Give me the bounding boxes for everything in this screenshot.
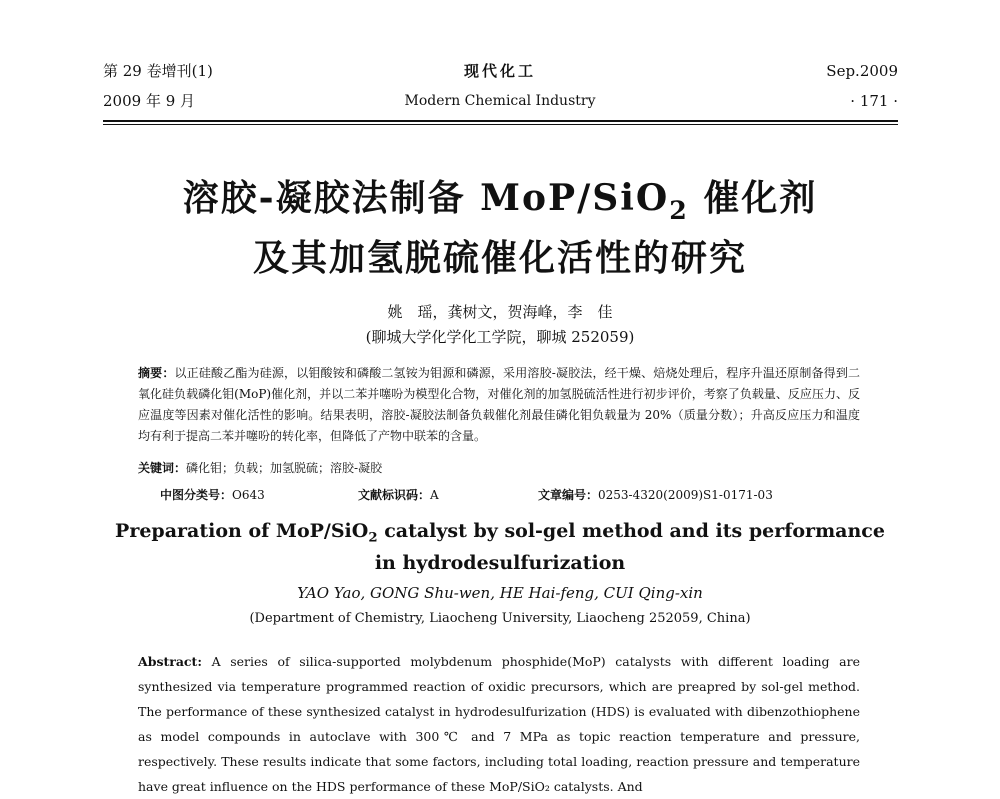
title-cn-line2: 及其加氢脱硫催化活性的研究 — [252, 237, 747, 279]
document-code: 文献标识码：A — [358, 488, 439, 502]
header-rule-thin — [103, 124, 898, 125]
keywords-cn — [138, 458, 860, 479]
abstract-cn-label: 摘要： — [138, 366, 175, 380]
abstract-en-label: Abstract: — [138, 654, 202, 669]
affiliation-cn: (聊城大学化学化工学院，聊城 252059) — [365, 328, 635, 346]
authors-cn: 姚 瑶，龚树文，贺海峰，李 佳 — [387, 303, 613, 321]
clc-number: 中图分类号：O643 — [160, 488, 265, 502]
page-number: · 171 · — [850, 92, 898, 110]
journal-name-cn: 现代化工 — [463, 62, 536, 80]
abstract-en-text: A series of silica-supported molybdenum phosphide(MoP) catalysts with different loading are synthesized via temperature programmed reaction of oxidic precursors, which are preapred by sol-gel method. The performance of these synthesized catalyst in hydrodesulfurization (HDS) is evaluated with dibenzothiophene as model compounds in autoclave with 300℃ and 7 MPa as topic reaction temperature and pressure, respectively. These results indicate that some factors, including total loading, reaction pressure and temperature have great influence on the HDS performance of these MoP/SiO₂ catalysts. And — [138, 654, 860, 794]
abstract-en — [138, 649, 860, 799]
title-cn-line1: 溶胶-凝胶法制备 MoP/SiO$_2$ 催化剂 — [182, 177, 818, 225]
keywords-cn-text: 磷化钼；负载；加氢脱硫；溶胶-凝胶 — [186, 461, 383, 475]
title-en-line1: Preparation of MoP/SiO$_2$ catalyst by sol-gel method and its performance — [115, 520, 885, 546]
header-rule-thick — [103, 120, 898, 122]
abstract-cn — [138, 363, 860, 447]
abstract-cn-text: 以正硅酸乙酯为硅源，以钼酸铵和磷酸二氢铵为钼源和磷源，采用溶胶-凝胶法，经干燥、焙烧处理后，程序升温还原制备得到二氧化硅负载磷化钼(MoP)催化剂，并以二苯并噻吩为模型化合物，对催化剂的加氢脱硫活性进行初步评价，考察了负载量、反应压力、反应温度等因素对催化活性的影响。结果表明，溶胶-凝胶法制备负载催化剂最佳磷化钼负载量为 20%（质量分数）；升高反应压力和温度均有利于提高二苯并噻吩的转化率，但降低了产物中联苯的含量。 — [138, 366, 860, 443]
journal-month: Sep.2009 — [826, 62, 898, 80]
title-en-line2: in hydrodesulfurization — [374, 552, 626, 574]
journal-volume: 第 29 卷增刊(1) — [103, 62, 213, 80]
authors-en: YAO Yao, GONG Shu-wen, HE Hai-feng, CUI Qing-xin — [297, 584, 703, 602]
keywords-cn-label: 关键词： — [138, 461, 187, 475]
article-number: 文章编号：0253-4320(2009)S1-0171-03 — [538, 488, 773, 502]
affiliation-en: (Department of Chemistry, Liaocheng University, Liaocheng 252059, China) — [249, 611, 751, 626]
journal-name-en: Modern Chemical Industry — [404, 93, 596, 109]
journal-date-cn: 2009 年 9 月 — [103, 92, 196, 110]
